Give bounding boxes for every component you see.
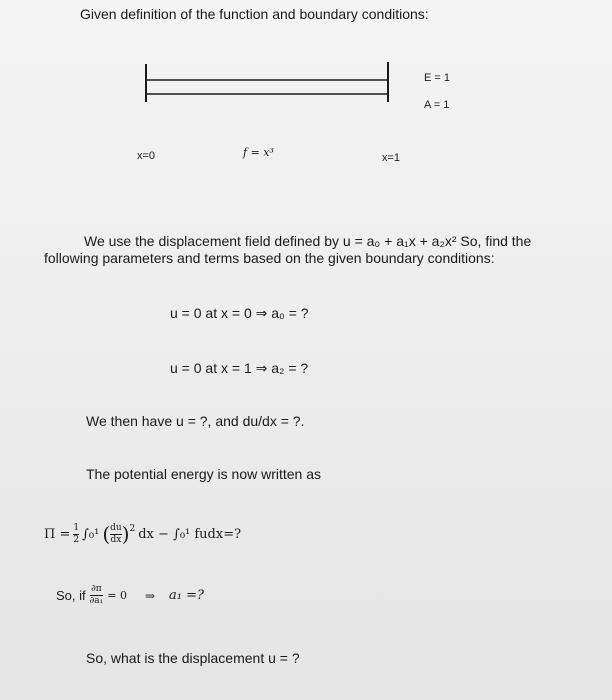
eq-du: du bbox=[110, 522, 122, 533]
x1-label: x=1 bbox=[382, 152, 401, 164]
eq-half-num: 1 bbox=[73, 522, 80, 533]
intro-line-1: We use the displacement field defined by u = a₀ + a₁x + a₂x² So, find the bbox=[84, 233, 532, 249]
eq-integral-1: ∫₀¹ bbox=[82, 526, 100, 542]
eq-half bbox=[73, 524, 79, 545]
eq-dx: dx bbox=[110, 534, 122, 545]
partial-fraction bbox=[90, 585, 104, 606]
bar-element bbox=[146, 80, 388, 94]
eq-du-dx bbox=[110, 524, 122, 545]
so-if-prefix: So, if bbox=[56, 588, 86, 603]
so-if-result: a₁ =? bbox=[169, 588, 205, 603]
condition-a2: u = 0 at x = 1 ⇒ a₂ = ? bbox=[170, 360, 309, 376]
so-if-eq: = 0 bbox=[107, 589, 127, 602]
bar-diagram bbox=[130, 58, 410, 108]
intro-line-2: following parameters and terms based on the given boundary conditions: bbox=[44, 250, 495, 266]
potential-text: The potential energy is now written as bbox=[86, 466, 322, 482]
eq-power: 2 bbox=[129, 524, 136, 534]
eq-paren-group: ( $\frac{du}{dx}$ ) $^2$ bbox=[102, 522, 136, 546]
a-label: A = 1 bbox=[424, 99, 450, 111]
partial-den: ∂a₁ bbox=[89, 596, 104, 606]
then-have-text: We then have u = ?, and du/dx = ?. bbox=[86, 413, 305, 429]
so-if-line bbox=[56, 585, 204, 606]
final-question: So, what is the displacement u = ? bbox=[86, 650, 300, 666]
potential-energy-equation bbox=[44, 522, 241, 546]
arrow-icon: ⇒ bbox=[144, 588, 156, 603]
partial-num: ∂π bbox=[91, 584, 102, 594]
title: Given definition of the function and boundary conditions: bbox=[80, 6, 429, 22]
condition-a0: u = 0 at x = 0 ⇒ a₀ = ? bbox=[170, 305, 309, 321]
eq-lhs: Π = bbox=[44, 526, 71, 542]
x0-label: x=0 bbox=[137, 150, 156, 162]
e-label: E = 1 bbox=[424, 72, 450, 84]
eq-half-den: 2 bbox=[73, 534, 80, 545]
f-label: f = x³ bbox=[243, 146, 274, 159]
eq-rest: dx − ∫₀¹ fudx=? bbox=[138, 526, 242, 542]
